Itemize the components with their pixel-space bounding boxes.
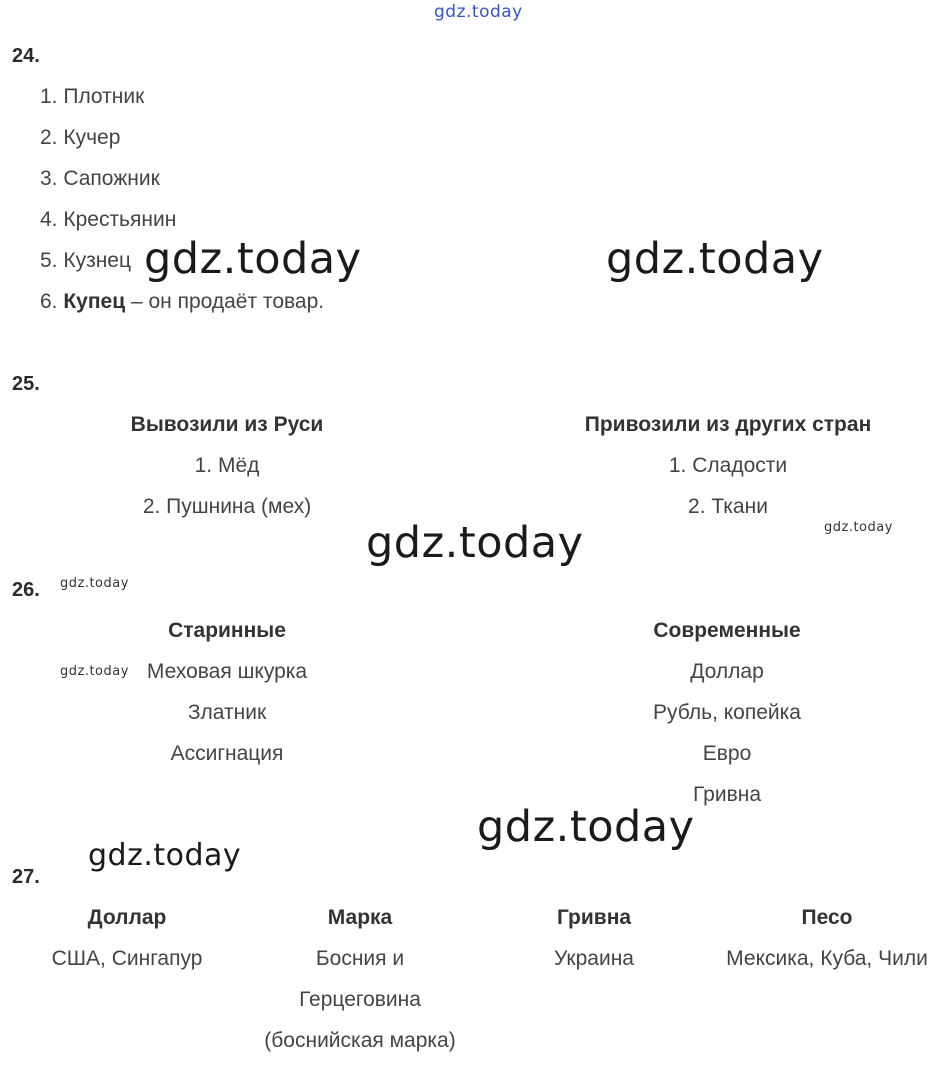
task-24-item-6-prefix: 6. — [40, 290, 64, 313]
task-26-col1-head: Старинные — [168, 619, 286, 642]
watermark-small-2: gdz.today — [60, 576, 129, 591]
task-24-item-6 — [40, 290, 324, 314]
task-26-col2-head: Современные — [653, 619, 801, 642]
task-27-peso-countries: Мексика, Куба, Чили — [726, 947, 928, 970]
task-27-hryvnia-countries: Украина — [554, 947, 634, 970]
task-27-head-hryvnia: Гривна — [556, 906, 632, 929]
task-25-number: 25. — [12, 373, 40, 395]
task-27-head-peso: Песо — [801, 906, 853, 929]
task-27-head-mark: Марка — [327, 906, 393, 929]
task-24-item-4: 4. Крестьянин — [40, 208, 177, 231]
watermark-5: gdz.today — [88, 838, 242, 873]
task-26-col2-item-2: Рубль, копейка — [653, 701, 801, 724]
task-26-number: 26. — [12, 579, 40, 601]
task-25-col2-item-2: 2. Ткани — [688, 495, 768, 518]
watermark-small-1: gdz.today — [824, 520, 893, 535]
task-27-mark-line-1: Босния и — [315, 947, 405, 970]
task-24-item-6-bold: Купец — [63, 290, 126, 313]
task-27-number: 27. — [12, 866, 40, 888]
watermark-3: gdz.today — [366, 518, 584, 568]
watermark-small-3: gdz.today — [60, 664, 129, 679]
task-25-col1-item-1: 1. Мёд — [194, 454, 260, 477]
task-24-item-1: 1. Плотник — [40, 85, 145, 108]
watermark-4: gdz.today — [477, 802, 695, 852]
watermark-1: gdz.today — [144, 234, 362, 284]
task-25-col2-head: Привозили из других стран — [584, 413, 872, 436]
task-24-item-3: 3. Сапожник — [40, 167, 160, 190]
task-24-number: 24. — [12, 45, 40, 67]
task-26-col1-item-2: Златник — [187, 701, 267, 724]
task-27-mark-line-3: (боснийская марка) — [264, 1029, 456, 1052]
task-27-head-dollar: Доллар — [87, 906, 167, 929]
task-27-mark-line-2: Герцеговина — [299, 988, 421, 1011]
task-25-col1-head: Вывозили из Руси — [130, 413, 324, 436]
task-26-col2-item-4: Гривна — [692, 783, 762, 806]
task-25-col2-item-1: 1. Сладости — [668, 454, 788, 477]
watermark-2: gdz.today — [606, 234, 824, 284]
task-25-col1-item-2: 2. Пушнина (мех) — [142, 495, 312, 518]
task-27-dollar-countries: США, Сингапур — [51, 947, 203, 970]
task-24-item-6-rest: – он продаёт товар. — [125, 290, 325, 313]
task-24-item-2: 2. Кучер — [40, 126, 121, 149]
task-24-item-5: 5. Кузнец — [40, 249, 132, 272]
task-26-col2-item-1: Доллар — [690, 660, 764, 683]
watermark-top: gdz.today — [434, 2, 523, 22]
task-26-col2-item-3: Евро — [702, 742, 752, 765]
task-26-col1-item-1: Меховая шкурка — [146, 660, 308, 683]
task-26-col1-item-3: Ассигнация — [170, 742, 284, 765]
